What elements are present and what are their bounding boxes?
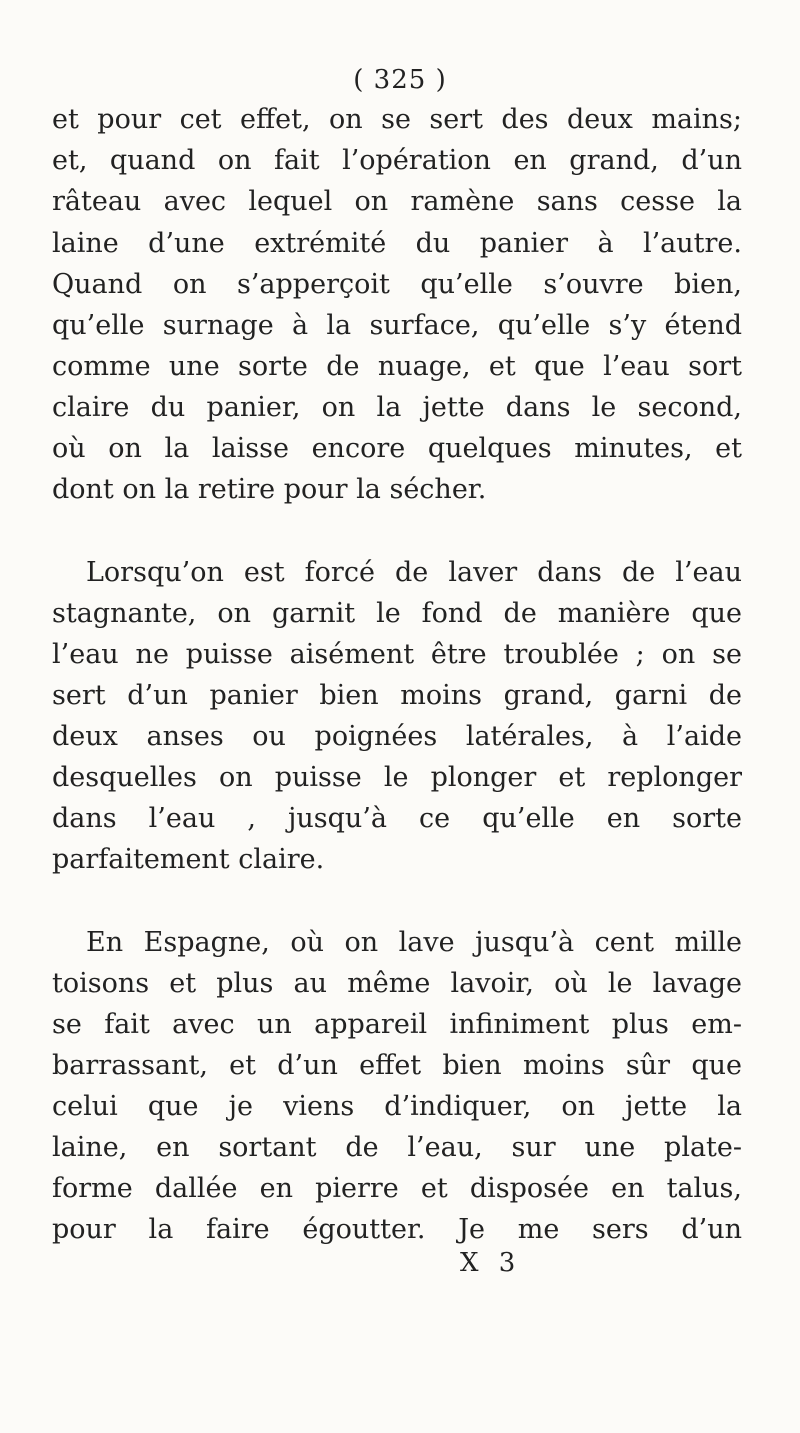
text-line: barrassant, et d’un effet bien moins sûr que xyxy=(52,1050,742,1081)
text-line: et, quand on fait l’opération en grand, d’un xyxy=(52,145,742,176)
text-line: râteau avec lequel on ramène sans cesse la xyxy=(52,186,742,217)
text-line: comme une sorte de nuage, et que l’eau sort xyxy=(52,351,742,382)
text-line: toisons et plus au même lavoir, où le lavage xyxy=(52,968,742,999)
text-line: qu’elle surnage à la surface, qu’elle s’y étend xyxy=(52,310,742,341)
text-line: parfaitement claire. xyxy=(52,844,325,875)
signature-mark: X 3 xyxy=(460,1248,522,1278)
page-number-header: ( 325 ) xyxy=(353,65,447,95)
text-line: forme dallée en pierre et disposée en talus, xyxy=(52,1173,742,1204)
text-line: Quand on s’apperçoit qu’elle s’ouvre bien, xyxy=(52,269,742,300)
text-line: deux anses ou poignées latérales, à l’aide xyxy=(52,721,742,752)
text-line: dans l’eau , jusqu’à ce qu’elle en sorte xyxy=(52,803,742,834)
text-line: stagnante, on garnit le fond de manière que xyxy=(52,598,742,629)
text-line: En Espagne, où on lave jusqu’à cent mille xyxy=(86,927,742,958)
text-line: claire du panier, on la jette dans le second, xyxy=(52,392,742,423)
text-line: dont on la retire pour la sécher. xyxy=(52,474,487,505)
text-line: l’eau ne puisse aisément être troublée ; on se xyxy=(52,639,742,670)
text-line: où on la laisse encore quelques minutes, et xyxy=(52,433,742,464)
text-line: pour la faire égoutter. Je me sers d’un xyxy=(52,1214,742,1245)
text-line: et pour cet effet, on se sert des deux mains; xyxy=(52,104,742,135)
text-line: laine d’une extrémité du panier à l’autre. xyxy=(52,228,742,259)
text-line: se fait avec un appareil infiniment plus em- xyxy=(52,1009,742,1040)
text-line: sert d’un panier bien moins grand, garni de xyxy=(52,680,742,711)
text-line: Lorsqu’on est forcé de laver dans de l’eau xyxy=(86,557,742,588)
text-line: desquelles on puisse le plonger et replonger xyxy=(52,762,742,793)
text-line: celui que je viens d’indiquer, on jette la xyxy=(52,1091,742,1122)
text-line: laine, en sortant de l’eau, sur une plate- xyxy=(52,1132,742,1163)
